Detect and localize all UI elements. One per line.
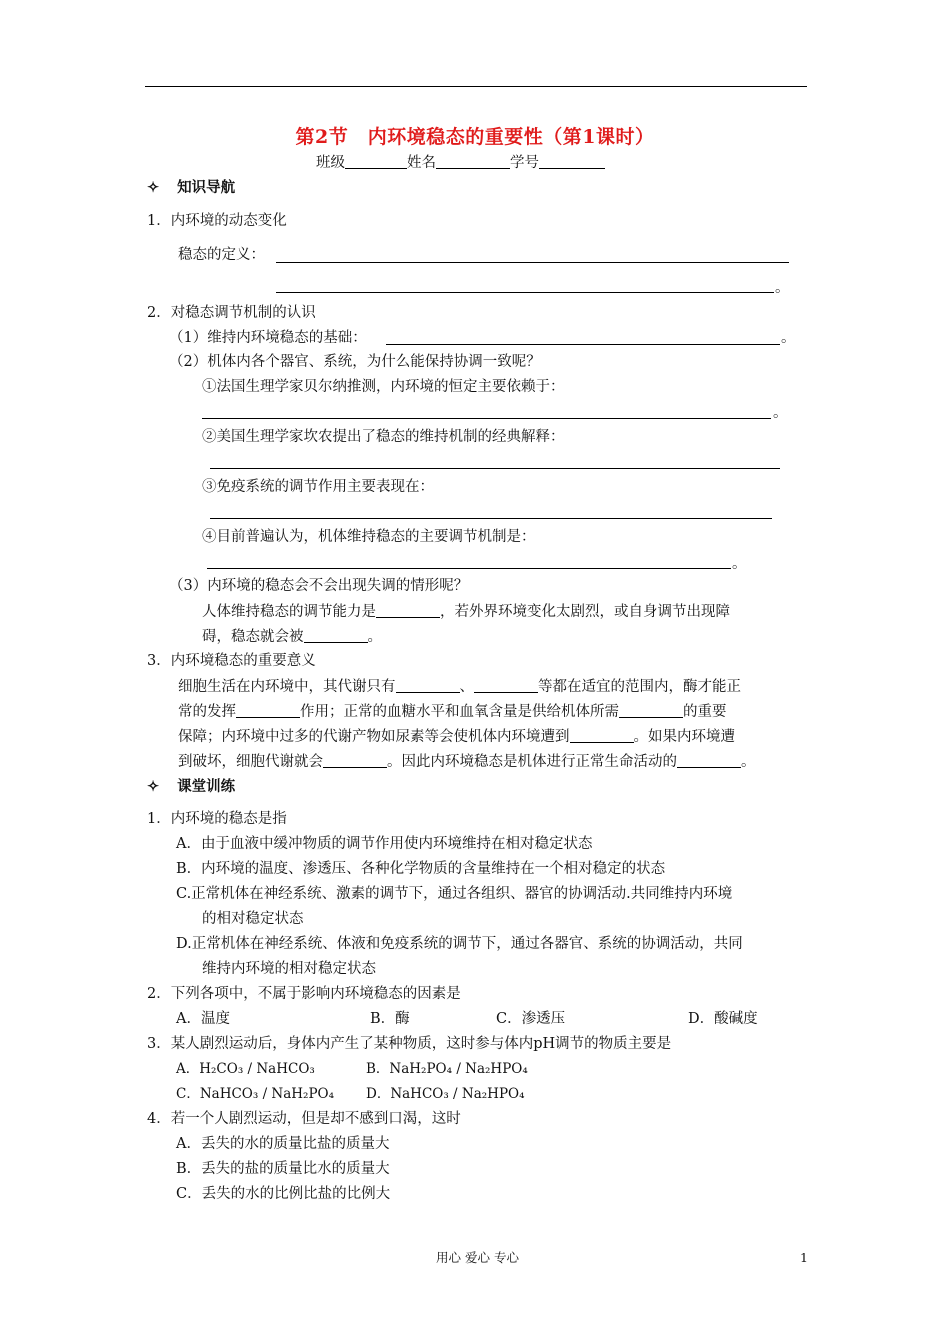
- diamond-icon: ✧: [147, 778, 160, 795]
- option-1D-cont: 维持内环境的相对稳定状态: [202, 961, 376, 977]
- practice-question-4: 4．若一个人剧烈运动，但是却不感到口渴，这时: [147, 1111, 461, 1127]
- number-blank[interactable]: [539, 154, 605, 169]
- question-2-2a: ①法国生理学家贝尔纳推测，内环境的恒定主要依赖于：: [202, 379, 565, 395]
- option-3C[interactable]: C．NaHCO₃ / NaH₂PO₄: [176, 1086, 335, 1102]
- question-2-2d: ④目前普遍认为，机体维持稳态的主要调节机制是：: [202, 529, 536, 545]
- practice-question-3: 3．某人剧烈运动后，身体内产生了某种物质，这时参与体内pH调节的物质主要是: [147, 1036, 672, 1052]
- option-1B[interactable]: B．内环境的温度、渗透压、各种化学物质的含量维持在一个相对稳定的状态: [176, 861, 666, 877]
- meaning-line1: 细胞生活在内环境中，其代谢只有 、 等都在适宜的范围内，酶才能正: [178, 679, 741, 695]
- question-2-3: （3）内环境的稳态会不会出现失调的情形呢？: [169, 578, 469, 594]
- fill-blank[interactable]: [396, 678, 460, 693]
- section-heading-practice: ✧ 课堂训练: [147, 778, 236, 795]
- option-2D[interactable]: D．酸碱度: [688, 1011, 758, 1027]
- student-info-line: [316, 154, 605, 172]
- item-2: 2．对稳态调节机制的认识: [147, 305, 316, 321]
- fill-blank[interactable]: [474, 678, 538, 693]
- footer-slogan: 用心 爱心 专心: [436, 1250, 519, 1265]
- item-1: 1．内环境的动态变化: [147, 213, 287, 229]
- meaning-line2: 常的发挥 作用；正常的血糖水平和血氧含量是供给机体所需 的重要: [178, 704, 727, 720]
- page-title: 第2节 内环境稳态的重要性（第1课时）: [295, 126, 655, 148]
- steady-definition-label: 稳态的定义：: [178, 247, 265, 263]
- name-blank[interactable]: [436, 154, 510, 169]
- fill-blank[interactable]: [570, 728, 634, 743]
- answer-line[interactable]: [276, 292, 774, 293]
- option-3B[interactable]: B．NaH₂PO₄ / Na₂HPO₄: [366, 1061, 528, 1077]
- question-2-2: （2）机体内各个器官、系统，为什么能保持协调一致呢？: [169, 354, 541, 370]
- option-1C-cont: 的相对稳定状态: [202, 911, 304, 927]
- practice-question-1: 1．内环境的稳态是指: [147, 811, 287, 827]
- meaning-line4: 到破坏，细胞代谢就会 。因此内环境稳态是机体进行正常生命活动的 。: [178, 754, 756, 770]
- class-label: 班级: [316, 155, 345, 171]
- question-2-1: （1）维持内环境稳态的基础：: [169, 330, 367, 346]
- answer-line[interactable]: [202, 418, 771, 419]
- option-4A[interactable]: A．丢失的水的质量比盐的质量大: [176, 1136, 390, 1152]
- fill-blank[interactable]: [323, 753, 387, 768]
- answer-line[interactable]: [210, 518, 772, 519]
- option-2B[interactable]: B．酶: [370, 1011, 410, 1027]
- option-4B[interactable]: B．丢失的盐的质量比水的质量大: [176, 1161, 390, 1177]
- option-1A[interactable]: A．由于血液中缓冲物质的调节作用使内环境维持在相对稳定状态: [176, 836, 593, 852]
- option-2A[interactable]: A．温度: [176, 1011, 230, 1027]
- class-blank[interactable]: [345, 154, 407, 169]
- option-1C[interactable]: C.正常机体在神经系统、激素的调节下，通过各组织、器官的协调活动.共同维持内环境: [176, 886, 733, 902]
- fill-blank[interactable]: [677, 753, 741, 768]
- question-2-3-line1: 人体维持稳态的调节能力是 ，若外界环境变化太剧烈，或自身调节出现障: [202, 604, 730, 620]
- meaning-line3: 保障；内环境中过多的代谢产物如尿素等会使机体内环境遭到 。如果内环境遭: [178, 729, 735, 745]
- answer-line[interactable]: [276, 262, 789, 263]
- number-label: 学号: [510, 155, 539, 171]
- answer-line[interactable]: [207, 568, 731, 569]
- fill-blank[interactable]: [619, 703, 683, 718]
- question-2-2c: ③免疫系统的调节作用主要表现在：: [202, 479, 434, 495]
- question-2-2b: ②美国生理学家坎农提出了稳态的维持机制的经典解释：: [202, 429, 565, 445]
- item-3: 3．内环境稳态的重要意义: [147, 653, 316, 669]
- page-number: 1: [800, 1250, 808, 1265]
- option-4C[interactable]: C．丢失的水的比例比盐的比例大: [176, 1186, 391, 1202]
- name-label: 姓名: [407, 155, 436, 171]
- option-1D[interactable]: D.正常机体在神经系统、体液和免疫系统的调节下，通过各器官、系统的协调活动，共同: [176, 936, 743, 952]
- fill-blank[interactable]: [376, 603, 440, 618]
- option-3A[interactable]: A．H₂CO₃ / NaHCO₃: [176, 1061, 315, 1077]
- fill-blank[interactable]: [304, 628, 368, 643]
- section-heading-knowledge: ✧ 知识导航: [147, 179, 236, 196]
- diamond-icon: ✧: [147, 179, 160, 196]
- answer-line[interactable]: [210, 468, 780, 469]
- option-3D[interactable]: D．NaHCO₃ / Na₂HPO₄: [366, 1086, 525, 1102]
- question-2-3-line2: 碍，稳态就会被 。: [202, 629, 382, 645]
- practice-question-2: 2．下列各项中，不属于影响内环境稳态的因素是: [147, 986, 461, 1002]
- answer-line[interactable]: [386, 344, 780, 345]
- header-rule: [145, 86, 807, 87]
- option-2C[interactable]: C．渗透压: [496, 1011, 566, 1027]
- fill-blank[interactable]: [236, 703, 300, 718]
